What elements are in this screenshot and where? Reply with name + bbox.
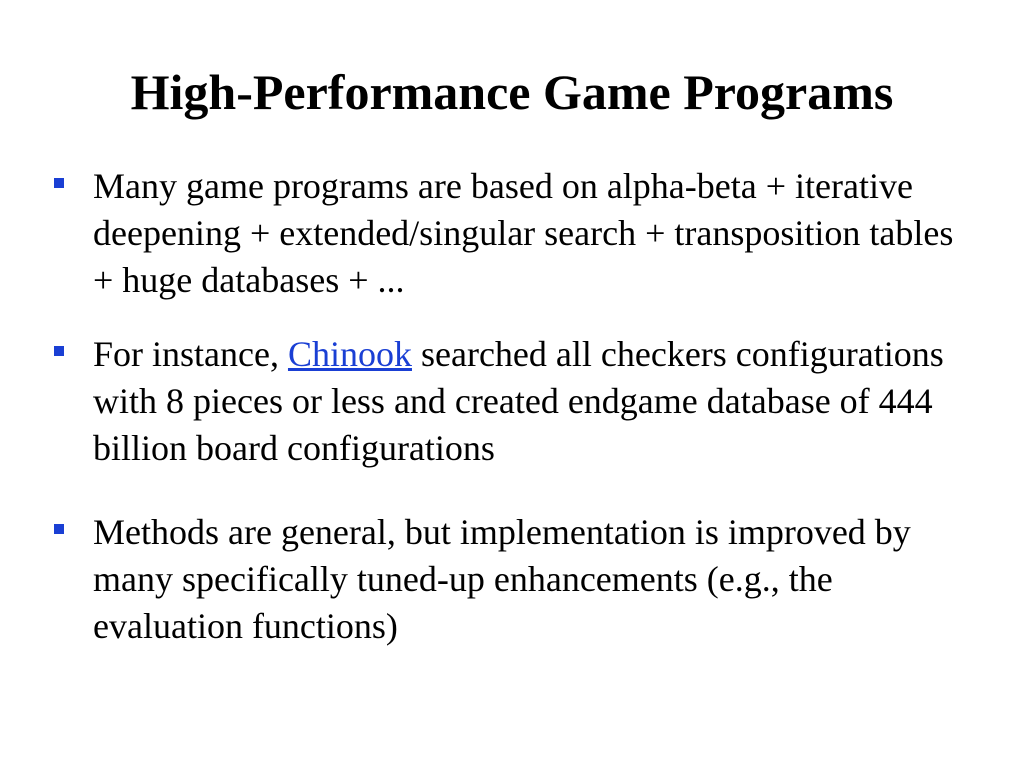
square-bullet-icon [54,346,64,356]
chinook-link[interactable]: Chinook [287,334,412,374]
bullet-text-3: Methods are general, but implementation is improved by many specifically tuned-up enhancements (e.g., the evaluation functions) [93,512,911,646]
bullet-item-2 [52,331,972,472]
bullet-text-1: Many game programs are based on alpha-beta + iterative deepening + extended/singular search + transposition tables + huge databases + ... [93,166,954,300]
bullet-text-2-prefix: For instance, [93,334,288,374]
square-bullet-icon [54,178,64,188]
bullet-item-3 [52,509,972,650]
square-bullet-icon [54,524,64,534]
bullet-text-2 [93,331,972,472]
bullet-item-1 [52,163,972,304]
slide-title: High-Performance Game Programs [130,64,894,120]
bullet-text-2-suffix: searched all checkers configurations with 8 pieces or less and created endgame database of 444 billion board configurations [93,334,944,468]
